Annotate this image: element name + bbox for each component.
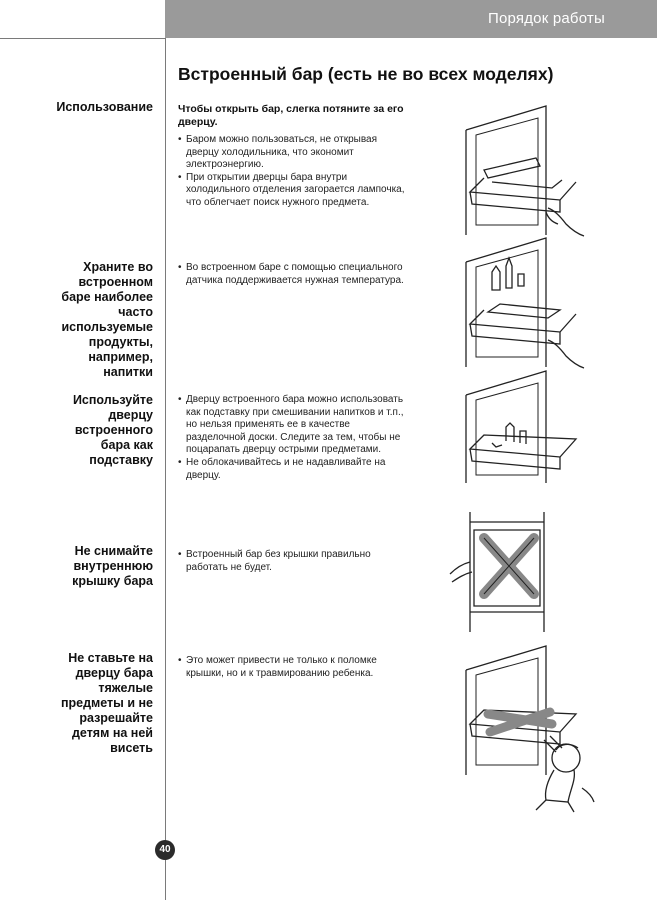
section-heading-use-as-stand: Используйте дверцу встроенного бара как подставку — [72, 393, 153, 467]
section-heading-usage: Использование — [56, 100, 153, 114]
illustration-door-stand — [448, 365, 588, 485]
bullet-item: • Это может привести не только к поломке крышки, но и к травмированию ребенка. — [178, 655, 410, 680]
bullet-list-do-not-remove-cover — [178, 549, 410, 574]
bullet-item: • Баром можно пользоваться, не открывая дверцу холодильника, что экономит электроэнергию. — [178, 134, 410, 172]
bullet-list-store-drinks — [178, 262, 410, 287]
bullet-item: • Во встроенном баре с помощью специального датчика поддерживается нужная температура. — [178, 262, 410, 287]
bullet-item: • Встроенный бар без крышки правильно работать не будет. — [178, 549, 410, 574]
page-number: 40 — [155, 840, 175, 860]
vertical-rule — [165, 38, 166, 900]
bullet-list-use-as-stand — [178, 394, 410, 482]
header-band — [165, 0, 657, 38]
bullet-list-usage — [178, 134, 410, 210]
bullet-item: • Не облокачивайтесь и не надавливайте на дверцу. — [178, 457, 410, 482]
bullet-list-no-heavy-objects — [178, 655, 410, 680]
section-subhead-usage: Чтобы открыть бар, слегка потяните за его дверцу. — [178, 103, 404, 128]
bullet-item: • При открытии дверцы бара внутри холодильного отделения загорается лампочка, что облегчает поиск нужного предмета. — [178, 172, 410, 210]
section-heading-no-heavy-objects: Не ставьте на дверцу бара тяжелые предметы и не разрешайте детям на ней висеть — [60, 651, 153, 755]
header-title: Порядок работы — [488, 10, 605, 27]
illustration-drinks-inside — [448, 232, 588, 372]
section-heading-store-drinks: Храните во встроенном баре наиболее часто используемые продукты, например, напитки — [61, 260, 153, 379]
illustration-cover-removal-prohibited — [448, 508, 568, 636]
illustration-open-bar — [448, 100, 588, 240]
illustration-child-hanging-prohibited — [448, 640, 598, 815]
top-rule — [0, 38, 165, 39]
page-title: Встроенный бар (есть не во всех моделях) — [178, 64, 554, 84]
bullet-item: • Дверцу встроенного бара можно использовать как подставку при смешивании напитков и т.п., но нельзя применять ее в качестве разделочной доски. Следите за тем, чтобы не поцарапать дверцу острыми предметами. — [178, 394, 410, 457]
section-heading-do-not-remove-cover: Не снимайте внутреннюю крышку бара — [72, 544, 153, 588]
